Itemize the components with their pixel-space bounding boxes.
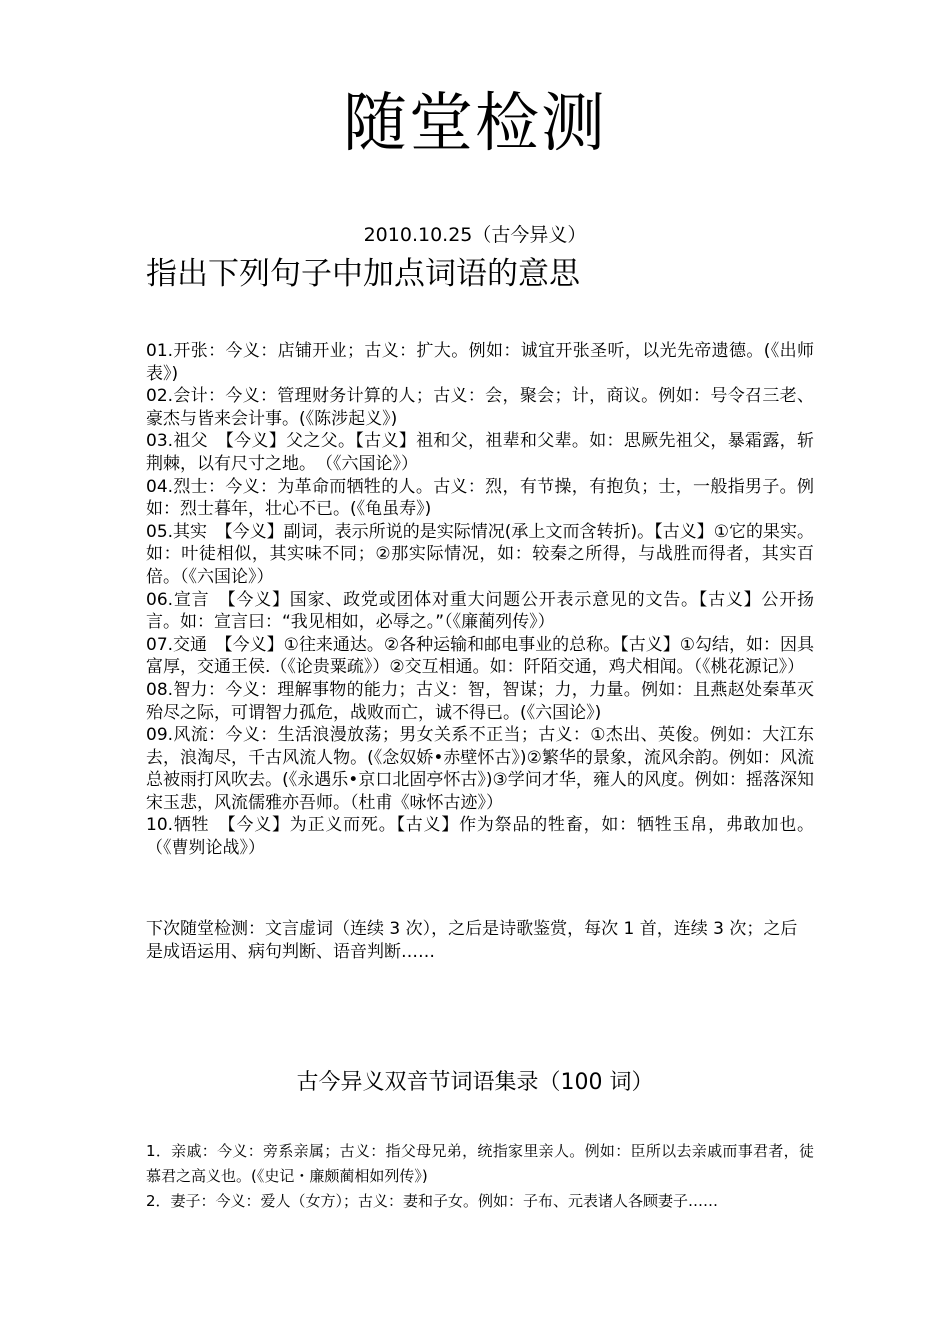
- list-item: 05.其实 【今义】副词，表示所说的是实际情况(承上文而含转折)。【古义】①它的果实。如：叶徒相似，其实味不同；②那实际情况，如：较秦之所得，与战胜而得者，其实百倍。（《六国论》）: [146, 521, 814, 587]
- list-item: 02.会计：今义：管理财务计算的人；古义：会，聚会；计，商议。例如：号令召三老、豪杰与皆来会计事。(《陈涉起义》): [146, 386, 814, 429]
- list-item: 1．亲戚：今义：旁系亲属；古义：指父母兄弟，统指家里亲人。例如：臣所以去亲戚而事君者，徒慕君之高义也。(《史记・廉颇蔺相如列传》): [146, 1142, 814, 1185]
- list-item: 08.智力：今义：理解事物的能力；古义：智，智谋；力，力量。例如：且燕赵处秦革灭殆尽之际，可谓智力孤危，战败而亡，诚不得已。(《六国论》): [146, 679, 814, 723]
- date-line: 2010.10.25（古今异义）: [363, 224, 587, 246]
- entry-list: [146, 340, 814, 860]
- exercise-heading: 指出下列句子中加点词语的意思: [146, 256, 580, 292]
- list-item: 09.风流：今义：生活浪漫放荡；男女关系不正当；古义：①杰出、英俊。例如：大江东去，浪淘尽，千古风流人物。(《念奴娇•赤壁怀古》)②繁华的景象，流风余韵。例如：风流总被雨打风吹去。(《永遇乐•京口北固亭怀古》)③学问才华，雍人的风度。例如：摇落深知宋玉悲，风流儒雅亦吾师。（杜甫《咏怀古迹》）: [146, 725, 814, 813]
- list-item: 06.宣言 【今义】国家、政党或团体对重大问题公开表示意见的文告。【古义】公开扬言。如：宣言曰：“我见相如，必辱之。”（《廉蔺列传》）: [146, 589, 814, 633]
- list-item: 10.牺牲 【今义】为正义而死。【古义】作为祭品的牲畜，如：牺牲玉帛，弗敢加也。（《曹刿论战》）: [146, 815, 814, 859]
- section-entry-list: [146, 1139, 814, 1214]
- list-item: 07.交通 【今义】①往来通达。②各种运输和邮电事业的总称。【古义】①勾结，如：因具富厚，交通王侯.（《论贵粟疏》）②交互相通。如：阡陌交通，鸡犬相闻。（《桃花源记》）: [146, 634, 814, 678]
- list-item: 04.烈士：今义：为革命而牺牲的人。古义：烈，有节操，有抱负；士，一般指男子。例如：烈士暮年，壮心不已。(《龟虽寿》): [146, 476, 814, 520]
- list-item: 01.开张：今义：店铺开业；古义：扩大。例如：诚宜开张圣听，以光先帝遗德。(《出师表》): [146, 341, 814, 384]
- list-item: 03.祖父 【今义】父之父。【古义】祖和父，祖辈和父辈。如：思厥先祖父，暴霜露，斩荆棘，以有尺寸之地。 （《六国论》）: [146, 431, 814, 474]
- list-item: 2．妻子：今义：爱人（女方）；古义：妻和子女。例如：子布、元表诸人各顾妻子……: [146, 1192, 719, 1210]
- next-test-note: 下次随堂检测：文言虚词（连续 3 次），之后是诗歌鉴赏，每次 1 首，连续 3 次；之后是成语运用、病句判断、语音判断……: [146, 919, 798, 962]
- section-title: 古今异义双音节词语集录（100 词）: [296, 1070, 654, 1095]
- page-title: 随堂检测: [343, 87, 607, 161]
